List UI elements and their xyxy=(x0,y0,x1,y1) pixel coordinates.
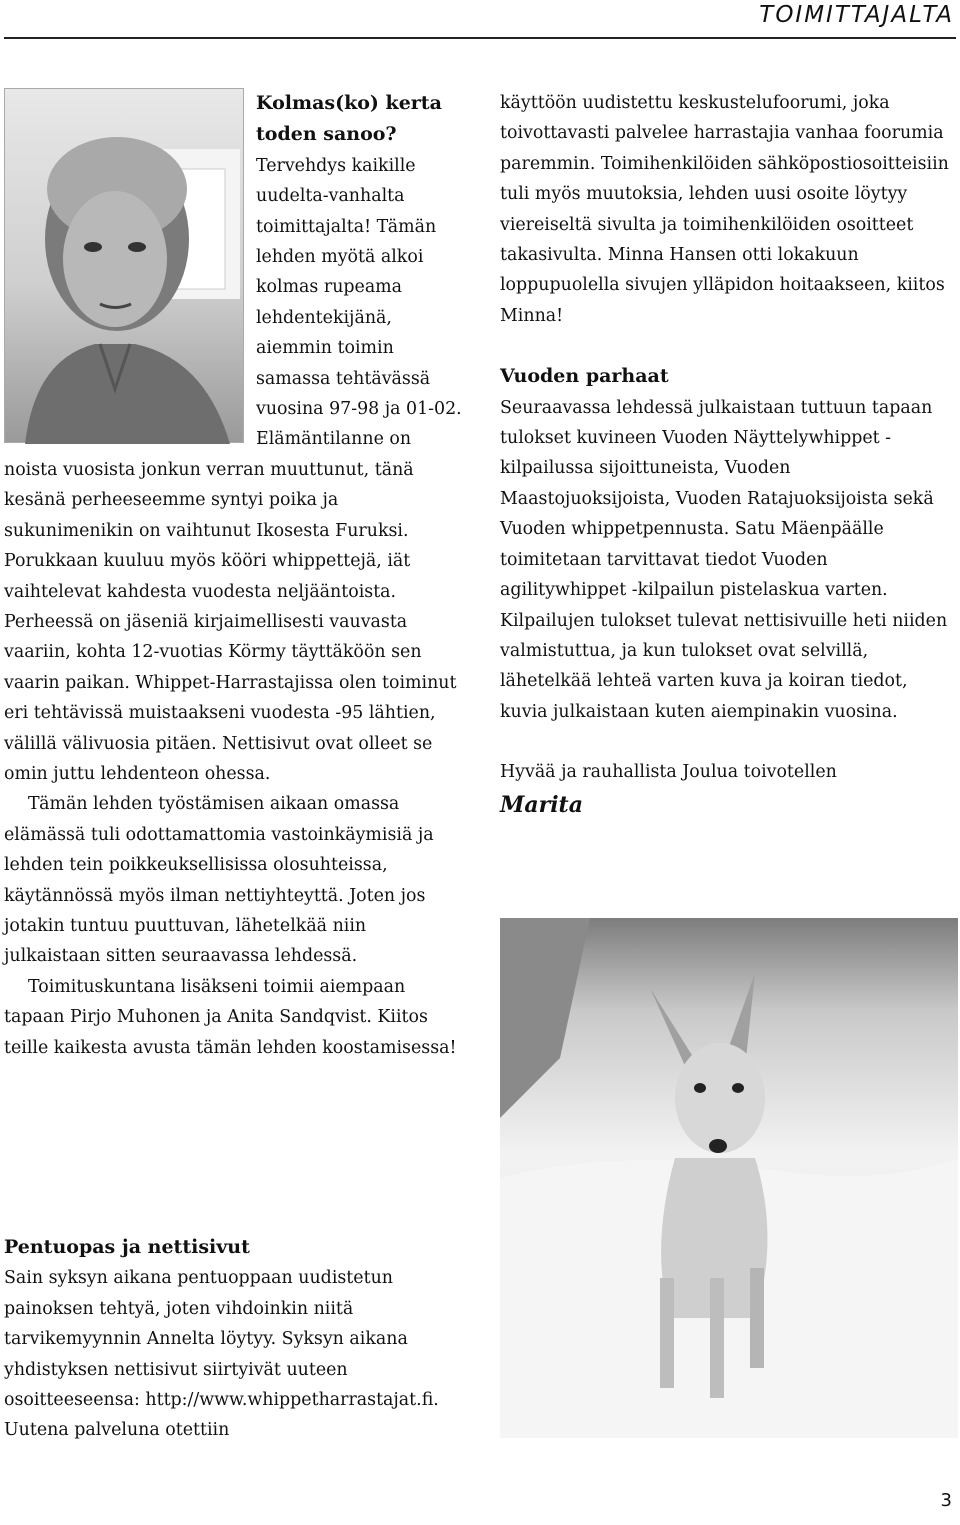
section-heading-puppy-guide: Pentuopas ja nettisivut xyxy=(4,1236,250,1258)
page-number: 3 xyxy=(940,1490,952,1511)
right-column xyxy=(500,88,958,820)
section-title: TOIMITTAJALTA xyxy=(759,2,954,28)
paragraph-intro: Tervehdys kaikille uudelta-vanhalta toimittajalta! Tämän lehden myötä alkoi kolmas rupeama lehdentekijänä, aiemmin toimin samassa tehtävässä vuosina 97-98 ja 01-02. Elämäntilanne on noista vuosista jonkun verran muuttunut, tänä kesänä perheeseemme syntyi poika ja sukunimenikin on vaihtunut Ikosesta Furuksi. Porukkaan kuuluu myös kööri whippettejä, iät vaihtelevat kahdesta vuodesta neljääntoista. Perheessä on jäseniä kirjaimellisesti vauvasta vaariin, kohta 12-vuotias Körmy täyttäköön sen vaarin paikan. Whippet-Harrastajissa olen toiminut eri tehtävissä muistaakseni vuodesta -95 lähtien, välillä välivuosia pitäen. Nettisivut ovat olleet se omin juttu lehdenteon ohessa. xyxy=(4,155,462,784)
whippet-photo xyxy=(500,918,958,1438)
author-portrait-image xyxy=(4,88,244,443)
left-column xyxy=(4,88,462,1063)
closing-greeting: Hyvää ja rauhallista Joulua toivotellen xyxy=(500,762,837,783)
paragraph-puppy-guide: Sain syksyn aikana pentuoppaan uudistetun painoksen tehtyä, joten vihdoinkin niitä tarvikemyynnin Annelta löytyy. Syksyn aikana yhdistyksen nettisivut siirtyivät uuteen osoitteeseensa: http://www.whippetharrastajat.fi. Uutena palveluna otettiin xyxy=(4,1268,439,1441)
signature-marita: Marita xyxy=(500,791,583,818)
article-heading: Kolmas(ko) kerta toden sanoo? xyxy=(256,92,442,146)
paragraph-best-of-year: Seuraavassa lehdessä julkaistaan tuttuun tapaan tulokset kuvineen Vuoden Näyttelywhippet -kilpailussa sijoittuneista, Vuoden Maastojuoksijoista, Vuoden Ratajuoksijoista sekä Vuoden whippetpennusta. Satu Mäenpäälle toimitetaan tarvittavat tiedot Vuoden agilitywhippet -kilpailun pistelaskua varten. Kilpailujen tulokset tulevat nettisivuille heti niiden valmistuttua, ja kun tulokset ovat selvillä, lähetelkää lehteä varten kuva ja koiran tiedot, kuvia julkaistaan kuten aiempinakin vuosina. xyxy=(500,397,948,722)
left-column-bottom xyxy=(4,1232,462,1446)
paragraph-forum: käyttöön uudistettu keskustelufoorumi, joka toivottavasti palvelee harrastajia vanhaa foorumia paremmin. Toimihenkilöiden sähköpostiosoitteisiin tuli myös muutoksia, lehden uusi osoite löytyy viereiseltä sivulta ja toimihenkilöiden osoitteet takasivulta. Minna Hansen otti lokakuun loppupuolella sivujen ylläpidon hoitaakseen, kiitos Minna! xyxy=(500,93,949,326)
section-heading-best-of-year: Vuoden parhaat xyxy=(500,365,669,388)
header-divider xyxy=(4,37,956,39)
paragraph-editorial-team: Toimituskuntana lisäkseni toimii aiempaan tapaan Pirjo Muhonen ja Anita Sandqvist. Kiitos teille kaikesta avusta tämän lehden koostamisessa! xyxy=(4,976,457,1058)
paragraph-challenges: Tämän lehden työstämisen aikaan omassa elämässä tuli odottamattomia vastoinkäymisiä ja lehden tein poikkeuksellisissa olosuhteissa, käytännössä myös ilman nettiyhteyttä. Joten jos jotakin tuntuu puuttuvan, lähetelkää niin julkaistaan sitten seuraavassa lehdessä. xyxy=(4,794,434,967)
